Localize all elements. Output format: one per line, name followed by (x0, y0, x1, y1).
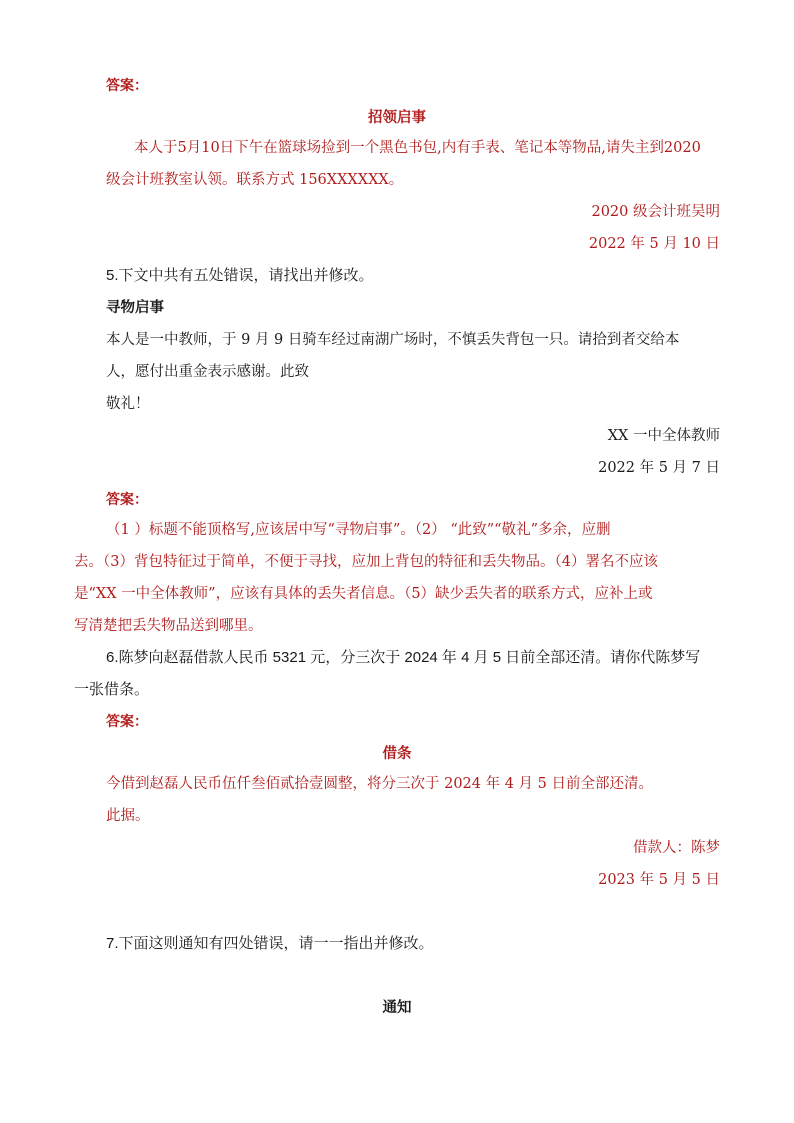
answer-line: 去。（3）背包特征过于简单，不便于寻找，应加上背包的特征和丢失物品。（4）署名不应该 (74, 554, 658, 570)
notice-body-line: 本人于5月10日下午在篮球场捡到一个黑色书包,内有手表、笔记本等物品,请失主到2020 (134, 140, 701, 156)
notice-signature: 2020 级会计班吴明 (591, 204, 720, 220)
notice-title: 通知 (382, 999, 412, 1016)
answer-line: 是“XX 一中全体教师”，应该有具体的丢失者信息。（5）缺少丢失者的联系方式，应补上或 (74, 586, 653, 602)
question-6-cont: 一张借条。 (74, 681, 150, 698)
lost-found-notice-title: 招领启事 (368, 109, 426, 126)
lost-item-signature: XX 一中全体教师 (607, 428, 720, 444)
lost-item-notice-title: 寻物启事 (106, 299, 164, 316)
lost-item-body-line: 人，愿付出重金表示感谢。此致 (106, 364, 309, 380)
lost-item-date: 2022 年 5 月 7 日 (598, 460, 720, 476)
answer-label: 答案： (106, 714, 148, 730)
iou-title: 借条 (382, 745, 412, 762)
notice-date: 2022 年 5 月 10 日 (588, 236, 720, 252)
answer-line: （1 ）标题不能顶格写,应该居中写“寻物启事”。（2） “此致”“敬礼”多余，应删 (106, 522, 611, 538)
iou-date: 2023 年 5 月 5 日 (598, 872, 720, 888)
question-6: 6.陈梦向赵磊借款人民币 5321 元，分三次于 2024 年 4 月 5 日前全部还清。请你代陈梦写 (106, 649, 701, 666)
answer-label: 答案： (106, 78, 148, 94)
notice-body-line: 级会计班教室认领。联系方式 156XXXXXX。 (106, 172, 404, 188)
iou-body-line: 今借到赵磊人民币伍仟叁佰贰拾壹圆整，将分三次于 2024 年 4 月 5 日前全部还清。 (106, 776, 654, 792)
iou-body-line: 此据。 (106, 808, 150, 824)
lost-item-body-line: 本人是一中教师，于 9 月 9 日骑车经过南湖广场时，不慎丢失背包一只。请拾到者交给本 (106, 332, 680, 348)
question-5: 5.下文中共有五处错误，请找出并修改。 (106, 267, 374, 284)
question-7: 7.下面这则通知有四处错误，请一一指出并修改。 (106, 935, 434, 952)
lost-item-closing: 敬礼！ (106, 396, 150, 412)
answer-label: 答案： (106, 492, 148, 508)
iou-signature: 借款人：陈梦 (633, 840, 720, 856)
answer-line: 写清楚把丢失物品送到哪里。 (74, 618, 263, 634)
